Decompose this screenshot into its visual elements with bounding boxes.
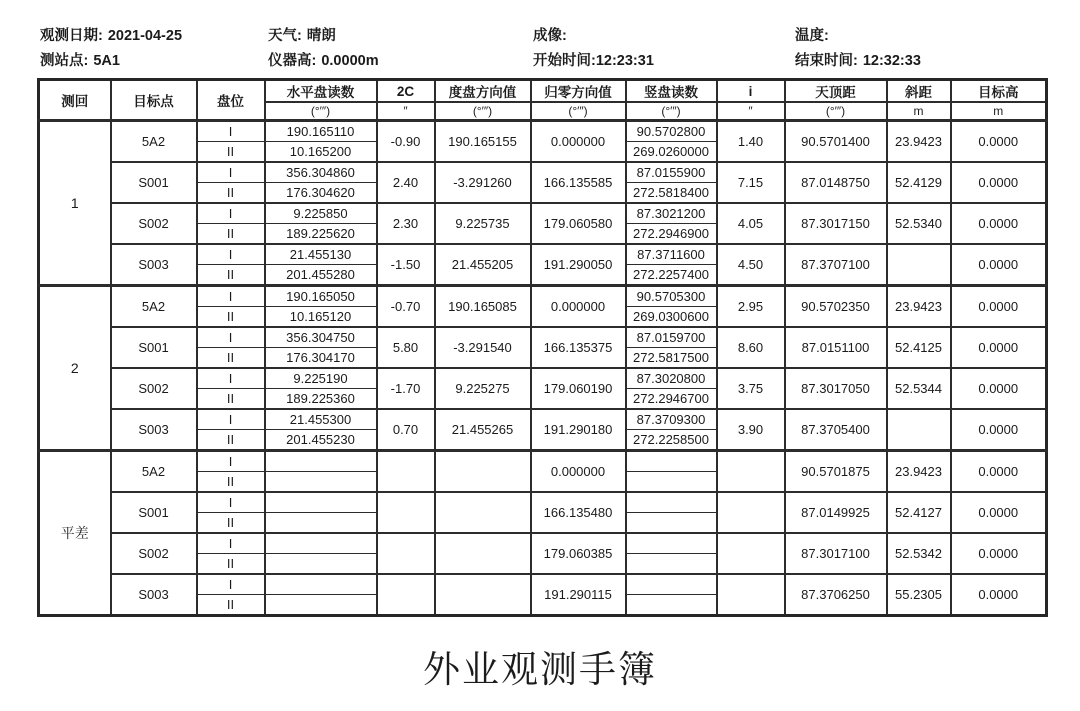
slope-distance-cell: 52.5342 [887,533,951,574]
horizontal-reading-cell: 190.165050 [265,286,377,307]
col-header-target-point: 目标点 [111,80,197,121]
temperature-label: 温度: [795,28,829,44]
target-point-cell: S003 [111,574,197,616]
circle-direction-cell [435,574,531,616]
vertical-reading-cell: 87.3709300 [626,409,717,430]
face-cell: I [197,533,265,554]
horizontal-reading-cell: 189.225360 [265,389,377,410]
2c-cell: 0.70 [377,409,435,451]
circle-direction-cell: 9.225275 [435,368,531,409]
2c-cell: -1.50 [377,244,435,286]
header-label-row [39,80,1047,103]
start-time-value: 12:23:31 [595,53,654,69]
vertical-reading-cell [626,595,717,616]
col-header-2c: 2C [377,80,435,103]
vertical-reading-cell [626,554,717,575]
target-height-cell: 0.0000 [951,244,1047,286]
zenith-distance-cell: 90.5701875 [785,451,887,493]
zeroed-direction-cell: 166.135585 [531,162,626,203]
horizontal-reading-cell: 10.165200 [265,142,377,163]
slope-distance-cell: 52.4125 [887,327,951,368]
col-header-face: 盘位 [197,80,265,121]
vertical-reading-cell: 272.2258500 [626,430,717,451]
i-cell [717,451,785,493]
unit-2c: ″ [377,102,435,121]
unit-zeroed-direction: (°′″) [531,102,626,121]
info-col-3 [533,24,654,74]
table-row [39,574,1047,595]
circle-direction-cell [435,533,531,574]
horizontal-reading-cell: 201.455280 [265,265,377,286]
2c-cell [377,451,435,493]
zeroed-direction-cell: 0.000000 [531,121,626,163]
unit-horizontal-reading: (°′″) [265,102,377,121]
horizontal-reading-cell: 201.455230 [265,430,377,451]
vertical-reading-cell: 269.0260000 [626,142,717,163]
horizontal-reading-cell: 176.304620 [265,183,377,204]
face-cell: II [197,265,265,286]
slope-distance-cell: 52.4127 [887,492,951,533]
weather-value: 晴朗 [306,28,336,44]
i-cell: 2.95 [717,286,785,328]
slope-distance-cell [887,244,951,286]
table-row [39,203,1047,224]
2c-cell: 2.30 [377,203,435,244]
obs-date-label: 观测日期: [40,28,103,44]
i-cell: 1.40 [717,121,785,163]
slope-distance-cell: 23.9423 [887,451,951,493]
target-height-cell: 0.0000 [951,533,1047,574]
table-row [39,286,1047,307]
2c-cell: -0.70 [377,286,435,328]
target-height-cell: 0.0000 [951,162,1047,203]
zeroed-direction-cell: 0.000000 [531,286,626,328]
circle-direction-cell: -3.291260 [435,162,531,203]
horizontal-reading-cell: 9.225850 [265,203,377,224]
target-point-cell: 5A2 [111,451,197,493]
zenith-distance-cell: 87.3706250 [785,574,887,616]
slope-distance-cell: 52.5344 [887,368,951,409]
circle-direction-cell: 21.455205 [435,244,531,286]
table-row [39,409,1047,430]
table-row [39,533,1047,554]
vertical-reading-cell: 87.3020800 [626,368,717,389]
instrument-height-line [268,49,379,74]
slope-distance-cell: 52.5340 [887,203,951,244]
horizontal-reading-cell: 356.304860 [265,162,377,183]
zenith-distance-cell: 87.3707100 [785,244,887,286]
i-cell: 4.50 [717,244,785,286]
table-row [39,492,1047,513]
page-title: 外业观测手簿 [423,649,657,690]
i-cell [717,574,785,616]
i-cell [717,492,785,533]
vertical-reading-cell: 272.5818400 [626,183,717,204]
station-label: 测站点: [40,53,89,69]
vertical-reading-cell [626,513,717,534]
face-cell: I [197,451,265,472]
instrument-height-value: 0.0000m [321,53,379,69]
face-cell: II [197,513,265,534]
zenith-distance-cell: 87.3017100 [785,533,887,574]
imaging-line [533,24,654,49]
face-cell: II [197,224,265,245]
2c-cell [377,574,435,616]
face-cell: I [197,574,265,595]
observation-table-body [39,121,1047,616]
round-cell: 1 [39,121,111,286]
unit-vertical-reading: (°′″) [626,102,717,121]
2c-cell: 2.40 [377,162,435,203]
col-header-vertical-reading: 竖盘读数 [626,80,717,103]
unit-zenith-distance: (°′″) [785,102,887,121]
i-cell: 3.90 [717,409,785,451]
2c-cell: -0.90 [377,121,435,163]
zeroed-direction-cell: 166.135480 [531,492,626,533]
2c-cell [377,533,435,574]
horizontal-reading-cell [265,574,377,595]
target-point-cell: S003 [111,409,197,451]
horizontal-reading-cell: 356.304750 [265,327,377,348]
target-height-cell: 0.0000 [951,203,1047,244]
zeroed-direction-cell: 191.290050 [531,244,626,286]
target-height-cell: 0.0000 [951,492,1047,533]
zenith-distance-cell: 87.0151100 [785,327,887,368]
target-height-cell: 0.0000 [951,368,1047,409]
2c-cell [377,492,435,533]
end-time-value: 12:32:33 [862,53,921,69]
weather-line [268,24,379,49]
start-time-label: 开始时间: [533,53,596,69]
slope-distance-cell: 23.9423 [887,121,951,163]
zenith-distance-cell: 87.3705400 [785,409,887,451]
slope-distance-cell: 52.4129 [887,162,951,203]
target-point-cell: 5A2 [111,121,197,163]
unit-i: ″ [717,102,785,121]
2c-cell: 5.80 [377,327,435,368]
unit-slope-distance: m [887,102,951,121]
target-point-cell: S001 [111,162,197,203]
station-value: 5A1 [93,53,120,69]
target-height-cell: 0.0000 [951,451,1047,493]
i-cell: 7.15 [717,162,785,203]
vertical-reading-cell: 90.5702800 [626,121,717,142]
target-point-cell: S002 [111,368,197,409]
target-height-cell: 0.0000 [951,574,1047,616]
info-col-1 [40,24,182,74]
target-height-cell: 0.0000 [951,286,1047,328]
face-cell: I [197,492,265,513]
vertical-reading-cell [626,492,717,513]
unit-circle-direction: (°′″) [435,102,531,121]
col-header-zeroed-direction: 归零方向值 [531,80,626,103]
circle-direction-cell: -3.291540 [435,327,531,368]
col-header-slope-distance: 斜距 [887,80,951,103]
zeroed-direction-cell: 166.135375 [531,327,626,368]
zeroed-direction-cell: 179.060190 [531,368,626,409]
horizontal-reading-cell: 189.225620 [265,224,377,245]
face-cell: I [197,286,265,307]
end-time-label: 结束时间: [795,53,858,69]
vertical-reading-cell: 269.0300600 [626,307,717,328]
temperature-line [795,24,921,49]
vertical-reading-cell [626,451,717,472]
target-height-cell: 0.0000 [951,121,1047,163]
circle-direction-cell: 190.165085 [435,286,531,328]
face-cell: I [197,409,265,430]
target-height-cell: 0.0000 [951,327,1047,368]
col-header-target-height: 目标高 [951,80,1047,103]
face-cell: I [197,244,265,265]
zeroed-direction-cell: 191.290115 [531,574,626,616]
observation-table [37,78,1048,617]
face-cell: II [197,183,265,204]
obs-date-line [40,24,182,49]
vertical-reading-cell: 272.2946700 [626,389,717,410]
horizontal-reading-cell: 21.455300 [265,409,377,430]
face-cell: I [197,203,265,224]
round-cell: 2 [39,286,111,451]
table-row [39,368,1047,389]
horizontal-reading-cell: 9.225190 [265,368,377,389]
face-cell: II [197,389,265,410]
circle-direction-cell [435,492,531,533]
horizontal-reading-cell: 176.304170 [265,348,377,369]
vertical-reading-cell: 87.3711600 [626,244,717,265]
table-row [39,162,1047,183]
horizontal-reading-cell: 190.165110 [265,121,377,142]
face-cell: II [197,430,265,451]
target-point-cell: S001 [111,492,197,533]
horizontal-reading-cell [265,595,377,616]
horizontal-reading-cell: 10.165120 [265,307,377,328]
i-cell: 3.75 [717,368,785,409]
col-header-round: 测回 [39,80,111,121]
target-height-cell: 0.0000 [951,409,1047,451]
vertical-reading-cell: 87.0159700 [626,327,717,348]
circle-direction-cell: 9.225735 [435,203,531,244]
zeroed-direction-cell: 179.060580 [531,203,626,244]
face-cell: II [197,472,265,493]
round-cell: 平差 [39,451,111,616]
face-cell: II [197,554,265,575]
col-header-i: i [717,80,785,103]
zenith-distance-cell: 90.5702350 [785,286,887,328]
horizontal-reading-cell: 21.455130 [265,244,377,265]
col-header-horizontal-reading: 水平盘读数 [265,80,377,103]
face-cell: II [197,595,265,616]
vertical-reading-cell: 272.5817500 [626,348,717,369]
face-cell: II [197,142,265,163]
face-cell: II [197,307,265,328]
vertical-reading-cell: 272.2257400 [626,265,717,286]
vertical-reading-cell: 87.3021200 [626,203,717,224]
circle-direction-cell: 190.165155 [435,121,531,163]
imaging-label: 成像: [533,28,567,44]
obs-date-value: 2021-04-25 [107,28,183,44]
end-time-line [795,49,921,74]
face-cell: I [197,162,265,183]
circle-direction-cell: 21.455265 [435,409,531,451]
vertical-reading-cell: 87.0155900 [626,162,717,183]
table-row [39,451,1047,472]
i-cell: 8.60 [717,327,785,368]
horizontal-reading-cell [265,472,377,493]
face-cell: II [197,348,265,369]
slope-distance-cell: 23.9423 [887,286,951,328]
zeroed-direction-cell: 179.060385 [531,533,626,574]
vertical-reading-cell [626,533,717,554]
table-row [39,244,1047,265]
zenith-distance-cell: 90.5701400 [785,121,887,163]
table-row [39,121,1047,142]
zenith-distance-cell: 87.0148750 [785,162,887,203]
weather-label: 天气: [268,28,302,44]
vertical-reading-cell [626,472,717,493]
station-line [40,49,182,74]
zenith-distance-cell: 87.3017050 [785,368,887,409]
face-cell: I [197,368,265,389]
slope-distance-cell [887,409,951,451]
target-point-cell: S002 [111,203,197,244]
vertical-reading-cell: 272.2946900 [626,224,717,245]
vertical-reading-cell [626,574,717,595]
start-time-line [533,49,654,74]
zeroed-direction-cell: 0.000000 [531,451,626,493]
horizontal-reading-cell [265,492,377,513]
table-row [39,327,1047,348]
circle-direction-cell [435,451,531,493]
face-cell: I [197,327,265,348]
target-point-cell: S002 [111,533,197,574]
face-cell: I [197,121,265,142]
unit-target-height: m [951,102,1047,121]
info-col-2 [268,24,379,74]
target-point-cell: S003 [111,244,197,286]
i-cell: 4.05 [717,203,785,244]
i-cell [717,533,785,574]
2c-cell: -1.70 [377,368,435,409]
horizontal-reading-cell [265,513,377,534]
info-col-4 [795,24,921,74]
zenith-distance-cell: 87.0149925 [785,492,887,533]
slope-distance-cell: 55.2305 [887,574,951,616]
instrument-height-label: 仪器高: [268,53,317,69]
vertical-reading-cell: 90.5705300 [626,286,717,307]
zenith-distance-cell: 87.3017150 [785,203,887,244]
table-header [39,80,1047,121]
zeroed-direction-cell: 191.290180 [531,409,626,451]
target-point-cell: S001 [111,327,197,368]
col-header-circle-direction: 度盘方向值 [435,80,531,103]
horizontal-reading-cell [265,533,377,554]
horizontal-reading-cell [265,451,377,472]
target-point-cell: 5A2 [111,286,197,328]
horizontal-reading-cell [265,554,377,575]
col-header-zenith-distance: 天顶距 [785,80,887,103]
